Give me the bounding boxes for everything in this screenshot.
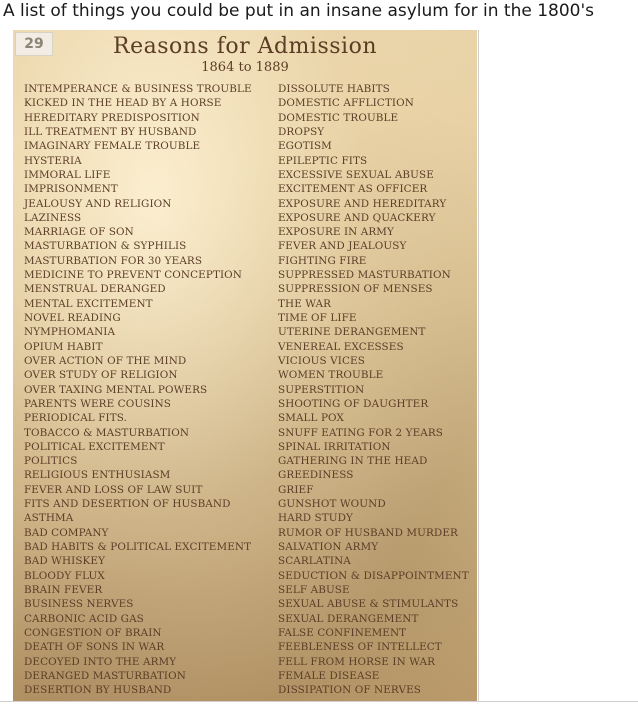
reason-item: SELF ABUSE (278, 583, 350, 596)
reason-item: CONGESTION OF BRAIN (24, 626, 162, 639)
reason-item: SALVATION ARMY (278, 541, 379, 553)
reason-item: KICKED IN THE HEAD BY A HORSE (24, 97, 222, 110)
reason-item: GATHERING IN THE HEAD (278, 455, 428, 468)
reason-item: FIGHTING FIRE (278, 254, 367, 267)
reason-item: VICIOUS VICES (278, 354, 365, 367)
reason-item: EXPOSURE AND HEREDITARY (278, 197, 447, 210)
reason-item: WOMEN TROUBLE (278, 369, 384, 382)
reason-item: GUNSHOT WOUND (278, 498, 386, 511)
reason-item: TIME OF LIFE (278, 312, 357, 324)
reason-item: SUPPRESSION OF MENSES (278, 283, 433, 296)
reason-item: DISSOLUTE HABITS (278, 83, 390, 95)
reason-item: FEVER AND LOSS OF LAW SUIT (24, 483, 203, 496)
reason-item: SUPERSTITION (278, 383, 365, 396)
reason-item: OVER STUDY OF RELIGION (24, 369, 178, 382)
reason-item: MENSTRUAL DERANGED (24, 283, 166, 296)
frame-border-right (478, 30, 479, 702)
reason-item: PERIODICAL FITS. (24, 412, 128, 425)
reason-item: BAD WHISKEY (24, 555, 106, 568)
reason-item: SEDUCTION & DISAPPOINTMENT (278, 569, 469, 582)
reason-item: DROPSY (278, 125, 325, 138)
reason-item: FELL FROM HORSE IN WAR (278, 655, 435, 668)
reason-item: DESERTION BY HUSBAND (24, 684, 172, 697)
reason-item: HARD STUDY (278, 512, 354, 525)
reason-item: MEDICINE TO PREVENT CONCEPTION (24, 269, 242, 282)
reason-item: TOBACCO & MASTURBATION (24, 426, 190, 439)
reason-item: RELIGIOUS ENTHUSIASM (24, 469, 171, 482)
reason-item: HEREDITARY PREDISPOSITION (24, 111, 200, 124)
reason-item: ILL TREATMENT BY HUSBAND (24, 125, 197, 138)
reason-item: DEATH OF SONS IN WAR (24, 641, 165, 654)
poster-title: Reasons for Admission (113, 34, 377, 59)
reason-item: POLITICAL EXCITEMENT (24, 440, 165, 453)
reason-item: SEXUAL DERANGEMENT (278, 612, 419, 625)
reason-item: MENTAL EXCITEMENT (24, 297, 153, 310)
reason-item: CARBONIC ACID GAS (24, 612, 144, 625)
reason-item: OPIUM HABIT (24, 340, 103, 353)
reason-item: NYMPHOMANIA (24, 326, 116, 339)
reason-item: ASTHMA (24, 512, 74, 525)
reason-item: FEEBLENESS OF INTELLECT (278, 641, 442, 654)
image-number-badge: 29 (15, 32, 53, 56)
reason-item: RUMOR OF HUSBAND MURDER (278, 526, 458, 539)
reason-item: OVER ACTION OF THE MIND (24, 354, 187, 367)
reason-item: GRIEF (278, 483, 314, 496)
reason-item: THE WAR (278, 297, 332, 310)
reason-item: EGOTISM (278, 140, 332, 153)
reason-item: MARRIAGE OF SON (24, 226, 134, 239)
reason-item: BUSINESS NERVES (24, 598, 134, 611)
reason-item: PARENTS WERE COUSINS (24, 397, 172, 410)
reason-item: EXPOSURE AND QUACKERY (278, 211, 436, 224)
poster-image (13, 30, 477, 702)
reason-item: HYSTERIA (24, 154, 82, 167)
reason-item: EXCITEMENT AS OFFICER (278, 183, 428, 196)
post-caption: A list of things you could be put in an insane asylum for in the 1800's (3, 1, 595, 21)
reason-item: FEMALE DISEASE (278, 669, 380, 682)
reason-item: SUPPRESSED MASTURBATION (278, 269, 451, 282)
reason-item: JEALOUSY AND RELIGION (24, 197, 172, 210)
reason-item: BAD COMPANY (24, 526, 109, 539)
reason-item: GREEDINESS (278, 469, 354, 482)
reason-item: LAZINESS (24, 211, 82, 224)
frame-border-bottom (0, 701, 638, 702)
reason-item: SCARLATINA (278, 555, 351, 568)
reason-item: IMPRISONMENT (24, 183, 118, 196)
reason-item: DECOYED INTO THE ARMY (24, 655, 177, 668)
reason-item: NOVEL READING (24, 312, 121, 324)
reason-item: SMALL POX (278, 412, 344, 425)
reason-item: BLOODY FLUX (24, 569, 105, 582)
reason-item: OVER TAXING MENTAL POWERS (24, 383, 208, 396)
reason-item: DOMESTIC AFFLICTION (278, 97, 414, 110)
reason-item: IMMORAL LIFE (24, 168, 111, 181)
reason-item: SNUFF EATING FOR 2 YEARS (278, 426, 443, 439)
reason-item: INTEMPERANCE & BUSINESS TROUBLE (24, 83, 252, 95)
reason-item: FALSE CONFINEMENT (278, 626, 407, 639)
reason-item: DERANGED MASTURBATION (24, 669, 186, 682)
reason-item: FEVER AND JEALOUSY (278, 240, 407, 253)
reason-item: BAD HABITS & POLITICAL EXCITEMENT (24, 541, 252, 553)
reason-item: SPINAL IRRITATION (278, 440, 391, 453)
reason-item: IMAGINARY FEMALE TROUBLE (24, 140, 201, 153)
reason-item: EXCESSIVE SEXUAL ABUSE (278, 168, 434, 181)
poster-subtitle: 1864 to 1889 (201, 60, 289, 75)
reason-item: SHOOTING OF DAUGHTER (278, 397, 429, 410)
reasons-right-column (278, 82, 469, 697)
reason-item: MASTURBATION FOR 30 YEARS (24, 254, 203, 267)
reason-item: FITS AND DESERTION OF HUSBAND (24, 498, 231, 511)
reason-item: UTERINE DERANGEMENT (278, 326, 426, 339)
reason-item: VENEREAL EXCESSES (278, 340, 404, 353)
reason-item: EXPOSURE IN ARMY (278, 226, 395, 239)
reason-item: SEXUAL ABUSE & STIMULANTS (278, 598, 459, 611)
reason-item: DOMESTIC TROUBLE (278, 111, 399, 124)
reason-item: DISSIPATION OF NERVES (278, 684, 421, 697)
reasons-left-column (24, 82, 252, 697)
reason-item: BRAIN FEVER (24, 583, 103, 596)
reason-item: POLITICS (24, 455, 78, 468)
reason-item: MASTURBATION & SYPHILIS (24, 240, 187, 253)
reason-item: EPILEPTIC FITS (278, 154, 368, 167)
